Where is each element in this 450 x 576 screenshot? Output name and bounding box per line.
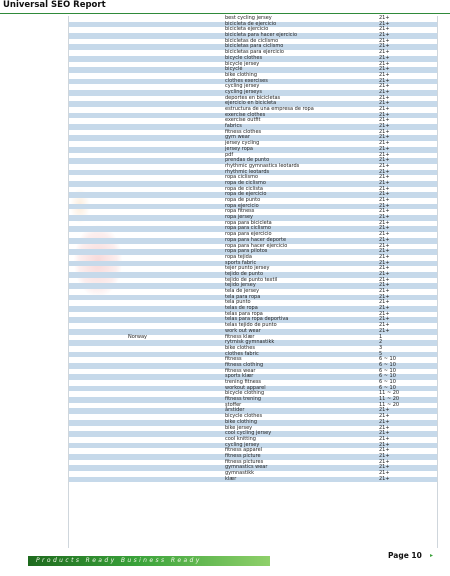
rank-cell: 21+: [379, 236, 390, 243]
rank-cell: 21+: [379, 174, 390, 181]
keyword-cell: gym wear: [225, 134, 250, 141]
keyword-cell: exercise clothes: [225, 111, 266, 118]
keyword-cell: fitness: [225, 356, 242, 363]
keyword-cell: ropa para pilotos: [225, 248, 268, 255]
keyword-cell: bicyclé: [225, 66, 243, 73]
rank-cell: 21+: [379, 145, 390, 152]
rank-cell: 21+: [379, 407, 390, 414]
keyword-cell: telas para ropa: [225, 310, 263, 317]
rank-cell: 21+: [379, 162, 390, 169]
keyword-cell: bicicletas para ejercicio: [225, 49, 284, 56]
rank-cell: 21+: [379, 123, 390, 130]
rank-cell: 21+: [379, 100, 390, 107]
rank-cell: 21+: [379, 202, 390, 209]
keyword-cell: telas para ropa deportiva: [225, 316, 289, 323]
rank-cell: 21+: [379, 316, 390, 323]
country-cell: Norway: [128, 333, 147, 340]
rank-cell: 21+: [379, 71, 390, 78]
keyword-cell: fitness pictures: [225, 458, 264, 465]
rank-cell: 21+: [379, 60, 390, 67]
rank-cell: 6 ~ 10: [379, 379, 396, 385]
rank-cell: 21+: [379, 475, 390, 482]
keyword-cell: cycling jerseys: [225, 88, 262, 95]
keyword-cell: tela para ropa: [225, 293, 261, 300]
keyword-cell: fitness wear: [225, 367, 256, 374]
report-title: Universal SEO Report: [3, 0, 106, 10]
rank-cell: 21+: [379, 464, 390, 471]
footer-banner: [28, 556, 270, 566]
rank-cell: 21+: [379, 288, 390, 294]
keyword-cell: gymnastikk: [225, 470, 254, 476]
keyword-cell: best cycling jersey: [225, 15, 272, 21]
keyword-cell: jersey cycling: [225, 140, 260, 147]
rank-cell: 6 ~ 10: [379, 361, 396, 368]
keyword-cell: rhythmic gymnastics leotards: [225, 162, 300, 169]
keyword-cell: tejido jersey: [225, 282, 256, 289]
rank-cell: 21+: [379, 327, 390, 334]
keyword-cell: work out wear: [225, 327, 261, 334]
rank-cell: 21+: [379, 117, 390, 124]
keyword-cell: tejer punto jersey: [225, 265, 270, 272]
keyword-cell: ropa para ejercicio: [225, 231, 272, 238]
rank-cell: 11 ~ 20: [379, 390, 400, 397]
page-number: Page 10: [388, 551, 422, 560]
keyword-cell: bicicletas para ciclismo: [225, 43, 284, 50]
keyword-cell: estructura de una empresa de ropa: [225, 106, 314, 112]
rank-cell: 21+: [379, 282, 390, 289]
keyword-cell: bicicleta para hacer ejercicio: [225, 32, 298, 39]
rank-cell: 21+: [379, 191, 390, 198]
rank-cell: 21+: [379, 43, 390, 50]
rank-cell: 21+: [379, 197, 390, 203]
keyword-cell: klær: [225, 475, 237, 482]
rank-cell: 21+: [379, 20, 390, 27]
rank-cell: 6 ~ 10: [379, 367, 396, 374]
rank-cell: 21+: [379, 418, 390, 425]
keyword-cell: ropa de ejercicio: [225, 191, 267, 198]
rank-cell: 21+: [379, 151, 390, 158]
keyword-cell: tela de jersey: [225, 288, 260, 294]
keyword-cell: bike clothes: [225, 344, 255, 351]
keyword-cell: tejido de punto: [225, 270, 264, 277]
rank-cell: 21+: [379, 225, 390, 232]
rank-cell: 21+: [379, 447, 390, 454]
rank-cell: 21+: [379, 15, 390, 21]
keyword-cell: bicycle clothes: [225, 413, 263, 420]
keyword-cell: stoffer: [225, 401, 242, 408]
rank-cell: 21+: [379, 310, 390, 317]
rank-cell: 6 ~ 10: [379, 384, 396, 391]
keyword-cell: bicicletas de ciclismo: [225, 37, 279, 44]
rank-cell: 21+: [379, 424, 390, 431]
keyword-cell: ropa de ciclismo: [225, 179, 266, 186]
keyword-cell: clothes exercises: [225, 77, 268, 84]
keyword-cell: ropa jersey: [225, 214, 253, 221]
rank-cell: 21+: [379, 26, 390, 33]
rank-cell: 21+: [379, 54, 390, 61]
rank-cell: 21+: [379, 293, 390, 300]
keyword-cell: prendas de punto: [225, 157, 270, 164]
keyword-cell: fitness clothing: [225, 361, 264, 368]
rank-cell: 21+: [379, 452, 390, 459]
rank-cell: 21+: [379, 253, 390, 260]
keyword-cell: sports klær: [225, 373, 254, 380]
keyword-cell: deportes en bicicletas: [225, 94, 281, 101]
keyword-cell: bicycle jersey: [225, 60, 260, 67]
keyword-cell: fitness apparel: [225, 447, 263, 454]
rank-cell: 21+: [379, 88, 390, 95]
keyword-cell: pdf: [225, 151, 234, 158]
keyword-cell: fabrics: [225, 123, 242, 130]
rank-cell: 21+: [379, 219, 390, 226]
table-row: [69, 477, 437, 483]
report-header: [0, 0, 450, 14]
keyword-cell: ropa de punto: [225, 197, 261, 203]
keyword-cell: tejido de punto textil: [225, 276, 278, 283]
keyword-cell: ropa para ciclismo: [225, 225, 271, 232]
keyword-cell: bike jersey: [225, 424, 253, 431]
keyword-ranking-table: [68, 16, 438, 548]
keyword-cell: ropa tejida: [225, 253, 252, 260]
keyword-cell: ropa fitness: [225, 208, 255, 215]
rank-cell: 21+: [379, 157, 390, 164]
header-divider: [0, 13, 450, 14]
rank-cell: 5: [379, 350, 383, 357]
keyword-cell: fitness picture: [225, 452, 261, 459]
keyword-cell: jersey ropa: [225, 145, 253, 152]
keyword-cell: fitness trening: [225, 396, 262, 403]
rank-cell: 21+: [379, 128, 390, 135]
keyword-cell: cool cycling jersey: [225, 430, 272, 437]
rank-cell: 21+: [379, 83, 390, 90]
keyword-cell: telas tejido de punto: [225, 322, 277, 329]
keyword-cell: ropa ciclismo: [225, 174, 259, 181]
rank-cell: 21+: [379, 435, 390, 442]
rank-cell: 21+: [379, 37, 390, 44]
next-page-arrow-icon: ▸: [430, 552, 434, 559]
keyword-cell: cycling jersey: [225, 83, 260, 90]
keyword-cell: rytmisk gymnastikk: [225, 339, 275, 346]
keyword-cell: bike clothing: [225, 418, 258, 425]
rank-cell: 21+: [379, 94, 390, 101]
rank-cell: 21+: [379, 458, 390, 465]
rank-cell: 21+: [379, 214, 390, 221]
keyword-cell: cool knitting: [225, 435, 256, 442]
rank-cell: 6 ~ 10: [379, 356, 396, 363]
keyword-cell: bicycle clothing: [225, 390, 265, 397]
keyword-cell: workout apparel: [225, 384, 266, 391]
rank-cell: 21+: [379, 49, 390, 56]
rank-cell: 2: [379, 339, 383, 346]
rank-cell: 21+: [379, 32, 390, 39]
rank-cell: 21+: [379, 248, 390, 255]
rank-cell: 21+: [379, 179, 390, 186]
rank-cell: 21+: [379, 77, 390, 84]
rank-cell: 21+: [379, 413, 390, 420]
keyword-cell: trening fitness: [225, 379, 262, 385]
keyword-cell: ropa para bicicleta: [225, 219, 272, 226]
keyword-cell: bicycle clothes: [225, 54, 263, 61]
keyword-cell: årstider: [225, 407, 245, 414]
rank-cell: 21+: [379, 66, 390, 73]
keyword-cell: cycling jersey: [225, 441, 260, 448]
rank-cell: 21+: [379, 322, 390, 329]
keyword-cell: fitness klær: [225, 333, 255, 340]
keyword-cell: rhythmic leotards: [225, 168, 270, 175]
keyword-cell: bicicleta ejercicio: [225, 26, 269, 33]
rank-cell: 21+: [379, 106, 390, 112]
rank-cell: 21+: [379, 430, 390, 437]
keyword-cell: sports fabric: [225, 259, 257, 266]
rank-cell: 6 ~ 10: [379, 373, 396, 380]
keyword-cell: ropa ejercicio: [225, 202, 259, 209]
keyword-cell: fitness clothes: [225, 128, 262, 135]
keyword-cell: ejercicio en bicicleta: [225, 100, 277, 107]
footer-tagline: Products Ready Business Ready: [36, 557, 202, 564]
keyword-cell: tela punto: [225, 299, 251, 306]
rank-cell: 21+: [379, 276, 390, 283]
rank-cell: 21+: [379, 242, 390, 249]
rank-cell: 21+: [379, 231, 390, 238]
rank-cell: 21+: [379, 305, 390, 312]
rank-cell: 21+: [379, 270, 390, 277]
keyword-cell: exercise outfit: [225, 117, 261, 124]
rank-cell: 21+: [379, 208, 390, 215]
keyword-cell: ropa para hacer deporte: [225, 236, 287, 243]
rank-cell: 21+: [379, 185, 390, 192]
rank-cell: 3: [379, 344, 383, 351]
rank-cell: 21+: [379, 134, 390, 141]
rank-cell: 21+: [379, 259, 390, 266]
keyword-cell: bicicleta de ejercicio: [225, 20, 277, 27]
rank-cell: 21+: [379, 168, 390, 175]
rank-cell: 1: [379, 333, 383, 340]
keyword-cell: gymnastics wear: [225, 464, 268, 471]
rank-cell: 21+: [379, 470, 390, 476]
rank-cell: 21+: [379, 111, 390, 118]
keyword-cell: ropa para hacer ejercicio: [225, 242, 288, 249]
rank-cell: 21+: [379, 299, 390, 306]
rank-cell: 21+: [379, 140, 390, 147]
keyword-cell: bike clothing: [225, 71, 258, 78]
rank-cell: 21+: [379, 265, 390, 272]
rank-cell: 21+: [379, 441, 390, 448]
rank-cell: 11 ~ 20: [379, 396, 400, 403]
keyword-cell: telas de ropa: [225, 305, 258, 312]
rank-cell: 11 ~ 20: [379, 401, 400, 408]
keyword-cell: clothes fabric: [225, 350, 259, 357]
keyword-cell: ropa de ciclista: [225, 185, 263, 192]
